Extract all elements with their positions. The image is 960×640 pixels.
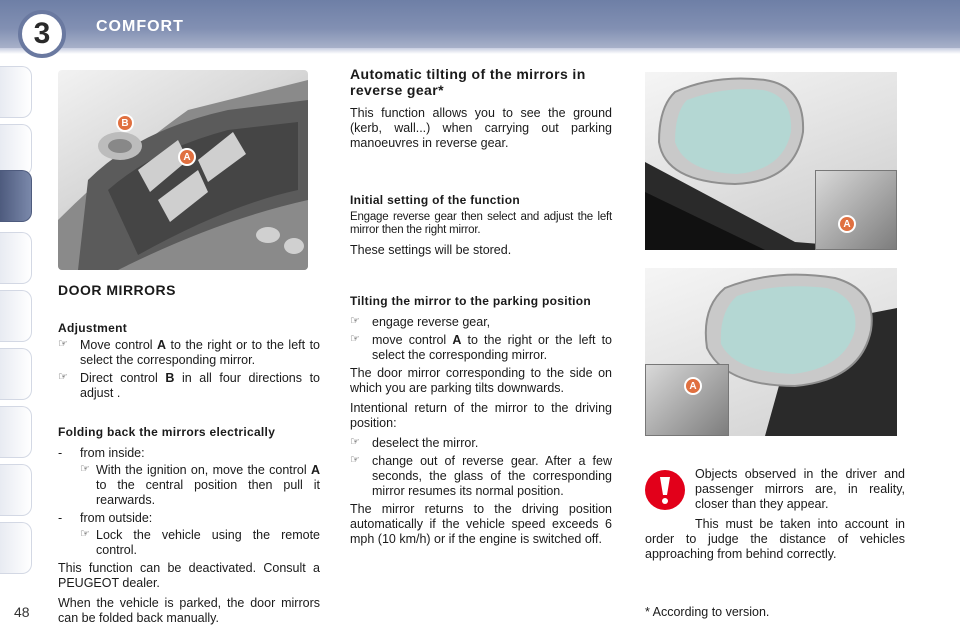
page-number: 48 — [14, 604, 30, 620]
pointing-hand-icon: ☞ — [80, 462, 90, 475]
adjustment-item-1: ☞ Move control A to the right or to the left to select the corresponding mirror. — [58, 338, 321, 368]
chapter-tab-9[interactable] — [0, 522, 32, 574]
chapter-tab-3[interactable] — [0, 170, 32, 222]
tilting-para-1: The door mirror corresponding to the side on which you are parking tilts downwards. — [350, 365, 612, 395]
chapter-tab-6[interactable] — [0, 348, 32, 400]
pointing-hand-icon: ☞ — [80, 527, 90, 540]
pointing-hand-icon: ☞ — [350, 332, 360, 345]
tilting-heading: Tilting the mirror to the parking position — [350, 294, 592, 309]
warning-text-block — [645, 467, 905, 567]
mirror-photo-folded — [645, 268, 897, 436]
pointing-hand-icon: ☞ — [350, 453, 360, 466]
chapter-number: 3 — [18, 10, 66, 58]
adjustment-heading: Adjustment — [58, 320, 127, 335]
folding-outside-item: ☞ Lock the vehicle using the remote control. — [80, 527, 320, 557]
pointing-hand-icon: ☞ — [58, 371, 68, 384]
chapter-tab-1[interactable] — [0, 66, 32, 118]
folding-manual-text: When the vehicle is parked, the door mirrors can be folded back manually. — [58, 595, 320, 625]
chapter-tab-5[interactable] — [0, 290, 32, 342]
section-title-auto-tilt: Automatic tilting of the mirrors in reverse gear* — [350, 66, 586, 99]
pointing-hand-icon: ☞ — [350, 314, 360, 327]
chapter-tab-7[interactable] — [0, 406, 32, 458]
chapter-tab-strip — [0, 66, 34, 586]
mirror-inset-control-1 — [815, 170, 897, 250]
middle-column — [350, 66, 612, 552]
adjustment-item-2: ☞ Direct control B in all four directions to adjust . — [58, 371, 321, 401]
warning-text-1: Objects observed in the driver and passenger mirrors are, in reality, closer than they appear. — [695, 467, 905, 511]
warning-text-2: This must be taken into account in order to judge the distance of vehicles approaching from behind correctly. — [645, 517, 905, 561]
folding-heading: Folding back the mirrors electrically — [58, 425, 276, 440]
control-a-badge: A — [178, 148, 196, 166]
tilting-item-3: ☞ deselect the mirror. — [350, 435, 479, 450]
tilting-item-4: ☞ change out of reverse gear. After a few seconds, the glass of the corresponding mirror resumes its normal position. — [350, 453, 612, 498]
tilting-item-1: ☞ engage reverse gear, — [350, 314, 491, 329]
mirror-inset-control-2 — [645, 364, 729, 436]
tilting-item-2: ☞ move control A to the right or the left to select the corresponding mirror. — [350, 332, 612, 362]
initial-setting-text: Engage reverse gear then select and adjust the left mirror then the right mirror. — [350, 210, 612, 237]
chapter-tab-2[interactable] — [0, 124, 32, 176]
header-shadow — [0, 48, 960, 54]
settings-stored-text: These settings will be stored. — [350, 243, 512, 258]
footnote: * According to version. — [645, 605, 770, 619]
pointing-hand-icon: ☞ — [350, 435, 360, 448]
auto-tilt-intro: This function allows you to see the ground (kerb, wall...) when carrying out parking manoeuvres in reverse gear. — [350, 106, 612, 151]
folding-inside-label: - from inside: — [58, 445, 145, 460]
chapter-title: COMFORT — [96, 18, 184, 35]
door-control-illustration — [58, 70, 308, 270]
control-a-badge-inset-2: A — [684, 377, 702, 395]
mirror-photo-tilted — [645, 72, 897, 250]
folding-deactivate-text: This function can be deactivated. Consult a PEUGEOT dealer. — [58, 560, 320, 590]
door-control-photo — [58, 70, 308, 270]
pointing-hand-icon: ☞ — [58, 338, 68, 351]
left-column — [58, 282, 320, 631]
tilting-para-2: Intentional return of the mirror to the driving position: — [350, 400, 612, 430]
section-title-door-mirrors: DOOR MIRRORS — [58, 282, 176, 298]
chapter-tab-4[interactable] — [0, 232, 32, 284]
control-b-badge: B — [116, 114, 134, 132]
initial-setting-heading: Initial setting of the function — [350, 193, 520, 208]
chapter-tab-8[interactable] — [0, 464, 32, 516]
folding-outside-label: - from outside: — [58, 510, 153, 525]
control-a-badge-inset-1: A — [838, 215, 856, 233]
tilting-para-3: The mirror returns to the driving position automatically if the vehicle speed exceeds 6 mph (10 km/h) or if the engine is switched off. — [350, 501, 612, 546]
folding-inside-item: ☞ With the ignition on, move the control A to the central position then pull it rearwards. — [80, 462, 320, 507]
